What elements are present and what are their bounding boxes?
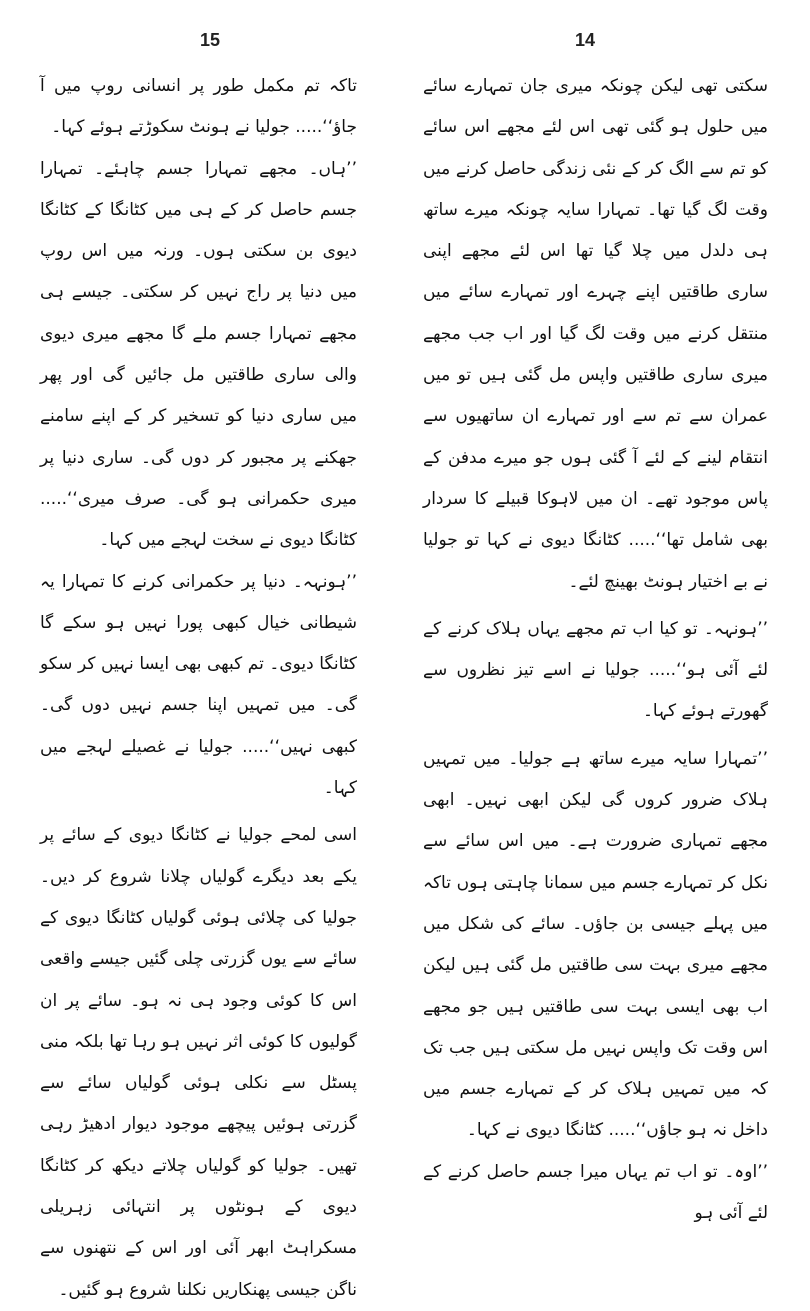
paragraph: ’’ہاں۔ مجھے تمہارا جسم چاہئے۔ تمہارا جسم حاصل کر کے ہی میں کٹانگا کے کٹانگا دیوی بن سکتی ہوں۔ ورنہ میں اس روپ میں دنیا پر راج نہیں کر سکتی۔ جیسے ہی مجھے تمہارا جسم ملے گا مجھے میری دیوی والی ساری طاقتیں مل جائیں گی اور پھر میں ساری دنیا کو تسخیر کر کے اپنے سامنے جھکنے پر مجبور کر دوں گی۔ ساری دنیا پر میری حکمرانی ہو گی۔ صرف میری‘‘..... کٹانگا دیوی نے سخت لہجے میں کہا۔: [40, 158, 357, 551]
paragraph: اسی لمحے جولیا نے کٹانگا دیوی کے سائے پر یکے بعد دیگرے گولیاں چلانا شروع کر دیں۔ جولیا کی چلائی ہوئی گولیاں کٹانگا دیوی کے سائے سے یوں گزرتی چلی گئیں جیسے واقعی اس کا کوئی وجود ہی نہ ہو۔ سائے پر ان گولیوں کا کوئی اثر نہیں ہو رہا تھا بلکہ منی پسٹل سے نکلی ہوئی گولیاں سائے سے گزرتی ہوئیں پیچھے موجود دیوار ادھیڑ رہی تھیں۔ جولیا کو گولیاں چلاتے دیکھ کر کٹانگا دیوی کے ہونٹوں پر انتہائی زہریلی مسکراہٹ ابھر آئی اور اس کے نتھنوں سے ناگن جیسی پھنکاریں نکلنا شروع ہو گئیں۔: [40, 825, 357, 1300]
left-page-text: [40, 66, 357, 1311]
paragraph: ’’ہونہہ۔ تو کیا اب تم مجھے یہاں ہلاک کرنے کے لئے آئی ہو‘‘..... جولیا نے اسے تیز نظروں سے گھورتے ہوئے کہا۔: [423, 618, 768, 722]
page-number-left: 15: [200, 30, 221, 50]
right-page: [405, 0, 810, 1224]
paragraph: سکتی تھی لیکن چونکہ میری جان تمہارے سائے میں حلول ہو گئی تھی اس لئے مجھے اس سائے کو تم سے الگ کر کے نئی زندگی حاصل کرنے میں وقت لگ گیا تھا۔ تمہارا سایہ چونکہ میرے ساتھ ہی دلدل میں چلا گیا تھا اس لئے مجھے اپنی ساری طاقتیں اپنے چہرے اور تمہارے سائے میں منتقل کرنے میں وقت لگ گیا اور اب جب مجھے میری ساری طاقتیں واپس مل گئی ہیں تو میں عمران سے تم سے اور تمہارے ان ساتھیوں سے انتقام لینے کے لئے آ گئی ہوں جو میرے مدفن کے پاس موجود تھے۔ ان میں لاہوکا قبیلے کا سردار بھی شامل تھا‘‘..... کٹانگا دیوی نے کہا تو جولیا نے بے اختیار ہونٹ بھینچ لئے۔: [423, 76, 768, 592]
paragraph: ’’تمہارا سایہ میرے ساتھ ہے جولیا۔ میں تمہیں ہلاک ضرور کروں گی لیکن ابھی نہیں۔ ابھی مجھے تمہاری ضرورت ہے۔ میں اس سائے سے نکل کر تمہارے جسم میں سمانا چاہتی ہوں تاکہ میں پہلے جیسی بن جاؤں۔ سائے کی شکل میں مجھے میری بہت سی طاقتیں مل گئی ہیں لیکن اب بھی ایسی بہت سی طاقتیں ہیں جو مجھے اس وقت تک واپس نہیں مل سکتی ہیں جب تک کہ میں تمہیں ہلاک کر کے تمہارے جسم میں داخل نہ ہو جاؤں‘‘..... کٹانگا دیوی نے کہا۔: [423, 748, 768, 1141]
left-page: [0, 0, 405, 1300]
paragraph: ’’اوہ۔ تو اب تم یہاں میرا جسم حاصل کرنے کے لئے آئی ہو: [423, 1161, 768, 1224]
paragraph: تاکہ تم مکمل طور پر انسانی روپ میں آ جاؤ‘‘..... جولیا نے ہونٹ سکوڑتے ہوئے کہا۔: [40, 76, 357, 138]
page-number-right: 14: [575, 30, 596, 50]
paragraph: ’’ہونہہ۔ دنیا پر حکمرانی کرنے کا تمہارا یہ شیطانی خیال کبھی پورا نہیں ہو سکے گا کٹانگا دیوی۔ تم کبھی بھی ایسا نہیں کر سکو گی۔ میں تمہیں اپنا جسم نہیں دوں گی۔ کبھی نہیں‘‘..... جولیا نے غصیلے لہجے میں کہا۔: [40, 571, 357, 799]
right-page-text: [423, 66, 768, 1234]
